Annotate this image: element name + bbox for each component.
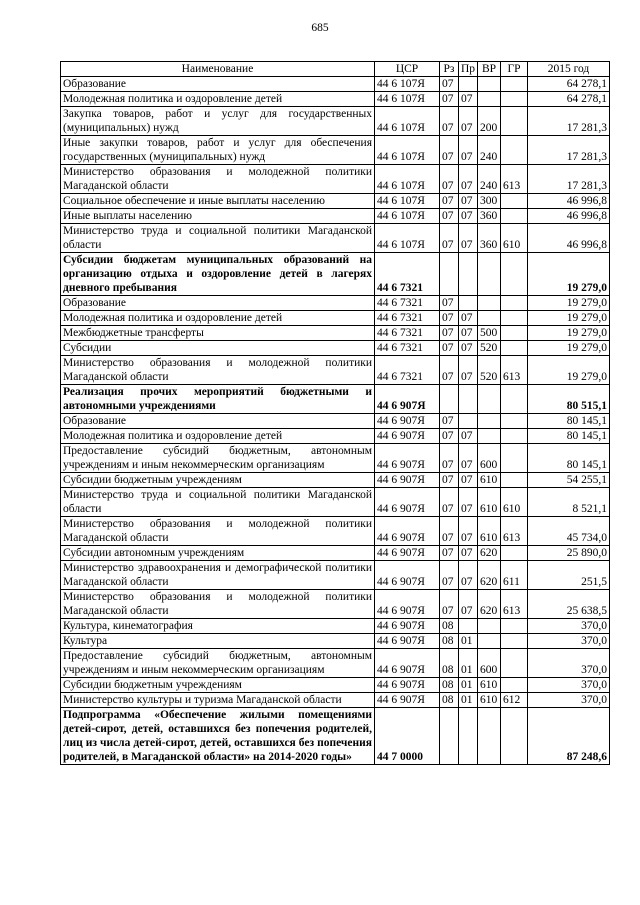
cell-gr [501,296,528,311]
cell-rz: 07 [440,561,459,590]
cell-pr: 07 [459,326,478,341]
cell-name: Предоставление субсидий бюджетным, автономным учреждениям и иным некоммерческим организациям [61,649,375,678]
cell-value: 87 248,6 [528,708,610,765]
cell-rz: 07 [440,473,459,488]
cell-rz: 07 [440,92,459,107]
cell-gr [501,473,528,488]
cell-rz: 07 [440,341,459,356]
cell-vr [478,619,501,634]
cell-value: 370,0 [528,634,610,649]
header-csr: ЦСР [375,62,440,77]
cell-vr: 610 [478,473,501,488]
cell-vr: 520 [478,341,501,356]
cell-vr [478,253,501,296]
cell-value: 19 279,0 [528,341,610,356]
cell-gr [501,634,528,649]
cell-rz: 07 [440,590,459,619]
page-number: 685 [311,22,329,34]
cell-rz: 08 [440,693,459,708]
cell-vr [478,311,501,326]
table-row [61,107,610,136]
cell-rz: 07 [440,107,459,136]
cell-vr: 620 [478,590,501,619]
cell-vr [478,77,501,92]
cell-gr [501,546,528,561]
cell-rz: 08 [440,634,459,649]
cell-rz: 07 [440,165,459,194]
table-row [61,356,610,385]
cell-vr [478,296,501,311]
cell-rz: 07 [440,444,459,473]
cell-csr: 44 6 907Я [375,619,440,634]
cell-vr: 610 [478,678,501,693]
cell-name: Молодежная политика и оздоровление детей [61,92,375,107]
cell-rz: 08 [440,619,459,634]
cell-value: 64 278,1 [528,77,610,92]
cell-csr: 44 6 7321 [375,356,440,385]
cell-pr [459,253,478,296]
cell-value: 19 279,0 [528,311,610,326]
cell-name: Иные выплаты населению [61,209,375,224]
cell-name: Министерство образования и молодежной политики Магаданской области [61,517,375,546]
cell-gr [501,136,528,165]
cell-pr: 07 [459,341,478,356]
cell-vr [478,385,501,414]
table-row [61,92,610,107]
cell-name: Министерство образования и молодежной политики Магаданской области [61,165,375,194]
cell-csr: 44 7 0000 [375,708,440,765]
cell-pr: 07 [459,444,478,473]
cell-value: 19 279,0 [528,253,610,296]
cell-value: 45 734,0 [528,517,610,546]
cell-gr [501,444,528,473]
cell-pr: 07 [459,356,478,385]
cell-csr: 44 6 7321 [375,253,440,296]
table-row [61,341,610,356]
table-row [61,414,610,429]
cell-gr [501,326,528,341]
cell-value: 80 145,1 [528,444,610,473]
cell-csr: 44 6 107Я [375,209,440,224]
cell-name: Субсидии бюджетным учреждениям [61,473,375,488]
cell-vr: 360 [478,209,501,224]
cell-name: Социальное обеспечение и иные выплаты населению [61,194,375,209]
cell-value: 19 279,0 [528,356,610,385]
cell-vr: 500 [478,326,501,341]
cell-gr [501,209,528,224]
cell-pr: 07 [459,561,478,590]
cell-pr: 07 [459,546,478,561]
cell-value: 46 996,8 [528,209,610,224]
cell-value: 17 281,3 [528,107,610,136]
cell-name: Образование [61,77,375,92]
cell-gr [501,107,528,136]
cell-csr: 44 6 107Я [375,165,440,194]
cell-vr: 610 [478,693,501,708]
cell-csr: 44 6 907Я [375,590,440,619]
table-row [61,546,610,561]
cell-gr: 613 [501,165,528,194]
cell-csr: 44 6 907Я [375,429,440,444]
cell-gr: 613 [501,590,528,619]
cell-gr [501,311,528,326]
table-row [61,253,610,296]
cell-name: Субсидии бюджетным учреждениям [61,678,375,693]
cell-gr [501,429,528,444]
cell-pr: 07 [459,92,478,107]
cell-rz: 07 [440,356,459,385]
cell-vr: 610 [478,488,501,517]
cell-pr: 01 [459,649,478,678]
cell-vr [478,708,501,765]
table-row [61,619,610,634]
cell-vr: 240 [478,165,501,194]
cell-name: Образование [61,414,375,429]
cell-vr: 620 [478,561,501,590]
cell-value: 370,0 [528,619,610,634]
cell-gr [501,678,528,693]
cell-gr [501,649,528,678]
cell-csr: 44 6 7321 [375,341,440,356]
cell-value: 19 279,0 [528,296,610,311]
cell-csr: 44 6 107Я [375,107,440,136]
cell-pr [459,296,478,311]
cell-csr: 44 6 7321 [375,296,440,311]
cell-rz: 07 [440,224,459,253]
cell-rz: 07 [440,194,459,209]
cell-rz [440,708,459,765]
table-row [61,209,610,224]
cell-rz: 07 [440,311,459,326]
cell-value: 46 996,8 [528,194,610,209]
cell-pr: 07 [459,488,478,517]
cell-name: Предоставление субсидий бюджетным, автономным учреждениям и иным некоммерческим организациям [61,444,375,473]
cell-csr: 44 6 907Я [375,517,440,546]
table-row [61,296,610,311]
cell-gr: 610 [501,488,528,517]
cell-gr: 612 [501,693,528,708]
cell-gr: 613 [501,356,528,385]
header-year: 2015 год [528,62,610,77]
cell-value: 17 281,3 [528,136,610,165]
cell-pr: 07 [459,224,478,253]
cell-pr [459,77,478,92]
cell-vr: 610 [478,517,501,546]
cell-rz: 07 [440,546,459,561]
cell-gr [501,341,528,356]
cell-pr: 07 [459,311,478,326]
cell-vr: 600 [478,444,501,473]
table-row [61,678,610,693]
cell-pr: 07 [459,165,478,194]
table-row [61,224,610,253]
header-rz: Рз [440,62,459,77]
cell-rz: 07 [440,414,459,429]
cell-rz: 07 [440,296,459,311]
cell-pr [459,414,478,429]
cell-csr: 44 6 907Я [375,385,440,414]
cell-value: 17 281,3 [528,165,610,194]
cell-csr: 44 6 907Я [375,546,440,561]
cell-name: Реализация прочих мероприятий бюджетными и автономными учреждениями [61,385,375,414]
cell-name: Культура, кинематография [61,619,375,634]
cell-name: Молодежная политика и оздоровление детей [61,311,375,326]
cell-vr: 520 [478,356,501,385]
table-row [61,488,610,517]
table-body [61,77,610,765]
table-row [61,649,610,678]
cell-value: 80 145,1 [528,414,610,429]
cell-pr: 01 [459,634,478,649]
cell-vr: 360 [478,224,501,253]
cell-vr: 300 [478,194,501,209]
cell-name: Министерство образования и молодежной политики Магаданской области [61,356,375,385]
cell-rz [440,385,459,414]
cell-pr: 07 [459,194,478,209]
table-row [61,194,610,209]
table-row [61,326,610,341]
cell-csr: 44 6 907Я [375,693,440,708]
cell-csr: 44 6 907Я [375,473,440,488]
cell-name: Субсидии автономным учреждениям [61,546,375,561]
cell-value: 251,5 [528,561,610,590]
cell-rz: 08 [440,678,459,693]
table-row [61,708,610,765]
cell-vr [478,634,501,649]
table-row [61,693,610,708]
cell-gr: 610 [501,224,528,253]
cell-name: Субсидии бюджетам муниципальных образований на организацию отдыха и оздоровление детей в лагерях дневного пребывания [61,253,375,296]
cell-value: 8 521,1 [528,488,610,517]
table-row [61,517,610,546]
cell-name: Подпрограмма «Обеспечение жилыми помещениями детей-сирот, детей, оставшихся без попечения родителей, лиц из числа детей-сирот, детей, оставшихся без попечения родителей, в Магаданской области» на 2014-2020 годы» [61,708,375,765]
cell-pr: 07 [459,473,478,488]
table-row [61,136,610,165]
cell-rz: 07 [440,326,459,341]
cell-pr: 01 [459,678,478,693]
cell-csr: 44 6 107Я [375,77,440,92]
cell-vr: 620 [478,546,501,561]
table-row [61,77,610,92]
cell-pr: 07 [459,429,478,444]
cell-csr: 44 6 907Я [375,561,440,590]
header-name: Наименование [61,62,375,77]
cell-rz: 07 [440,136,459,165]
cell-gr [501,708,528,765]
table-row [61,385,610,414]
cell-name: Субсидии [61,341,375,356]
cell-pr: 07 [459,136,478,165]
cell-pr [459,385,478,414]
table-header-row [61,62,610,77]
cell-vr [478,429,501,444]
table-row [61,473,610,488]
table-row [61,444,610,473]
cell-gr [501,253,528,296]
cell-pr: 07 [459,209,478,224]
cell-csr: 44 6 907Я [375,649,440,678]
cell-vr: 600 [478,649,501,678]
cell-name: Закупка товаров, работ и услуг для государственных (муниципальных) нужд [61,107,375,136]
cell-name: Образование [61,296,375,311]
cell-pr [459,708,478,765]
header-gr: ГР [501,62,528,77]
cell-name: Министерство здравоохранения и демографической политики Магаданской области [61,561,375,590]
cell-csr: 44 6 907Я [375,444,440,473]
cell-value: 25 638,5 [528,590,610,619]
cell-value: 25 890,0 [528,546,610,561]
table-row [61,165,610,194]
cell-vr [478,414,501,429]
cell-rz: 07 [440,429,459,444]
table-row [61,429,610,444]
cell-csr: 44 6 107Я [375,92,440,107]
cell-value: 370,0 [528,693,610,708]
cell-name: Иные закупки товаров, работ и услуг для обеспечения государственных (муниципальных) нужд [61,136,375,165]
cell-name: Межбюджетные трансферты [61,326,375,341]
cell-name: Министерство труда и социальной политики Магаданской области [61,224,375,253]
cell-gr: 613 [501,517,528,546]
cell-value: 80 515,1 [528,385,610,414]
cell-name: Культура [61,634,375,649]
cell-gr [501,414,528,429]
cell-rz: 07 [440,488,459,517]
table-row [61,561,610,590]
cell-vr [478,92,501,107]
cell-gr [501,77,528,92]
cell-pr: 07 [459,517,478,546]
cell-pr [459,619,478,634]
cell-vr: 240 [478,136,501,165]
cell-csr: 44 6 907Я [375,678,440,693]
cell-value: 370,0 [528,678,610,693]
cell-gr [501,619,528,634]
cell-rz: 07 [440,517,459,546]
cell-pr: 07 [459,107,478,136]
cell-gr [501,385,528,414]
header-pr: Пр [459,62,478,77]
cell-csr: 44 6 907Я [375,414,440,429]
cell-gr: 611 [501,561,528,590]
cell-csr: 44 6 7321 [375,311,440,326]
cell-name: Министерство образования и молодежной политики Магаданской области [61,590,375,619]
table-row [61,634,610,649]
cell-rz: 08 [440,649,459,678]
table-row [61,311,610,326]
cell-rz: 07 [440,209,459,224]
cell-name: Молодежная политика и оздоровление детей [61,429,375,444]
cell-csr: 44 6 907Я [375,634,440,649]
cell-vr: 200 [478,107,501,136]
cell-csr: 44 6 7321 [375,326,440,341]
cell-name: Министерство труда и социальной политики Магаданской области [61,488,375,517]
header-vr: ВР [478,62,501,77]
table-row [61,590,610,619]
cell-gr [501,92,528,107]
cell-csr: 44 6 107Я [375,224,440,253]
cell-value: 46 996,8 [528,224,610,253]
cell-csr: 44 6 907Я [375,488,440,517]
cell-csr: 44 6 107Я [375,194,440,209]
cell-value: 64 278,1 [528,92,610,107]
cell-value: 80 145,1 [528,429,610,444]
cell-csr: 44 6 107Я [375,136,440,165]
cell-value: 19 279,0 [528,326,610,341]
cell-pr: 01 [459,693,478,708]
cell-rz [440,253,459,296]
budget-table [60,61,610,765]
cell-pr: 07 [459,590,478,619]
cell-name: Министерство культуры и туризма Магаданской области [61,693,375,708]
cell-value: 370,0 [528,649,610,678]
cell-value: 54 255,1 [528,473,610,488]
cell-gr [501,194,528,209]
cell-rz: 07 [440,77,459,92]
